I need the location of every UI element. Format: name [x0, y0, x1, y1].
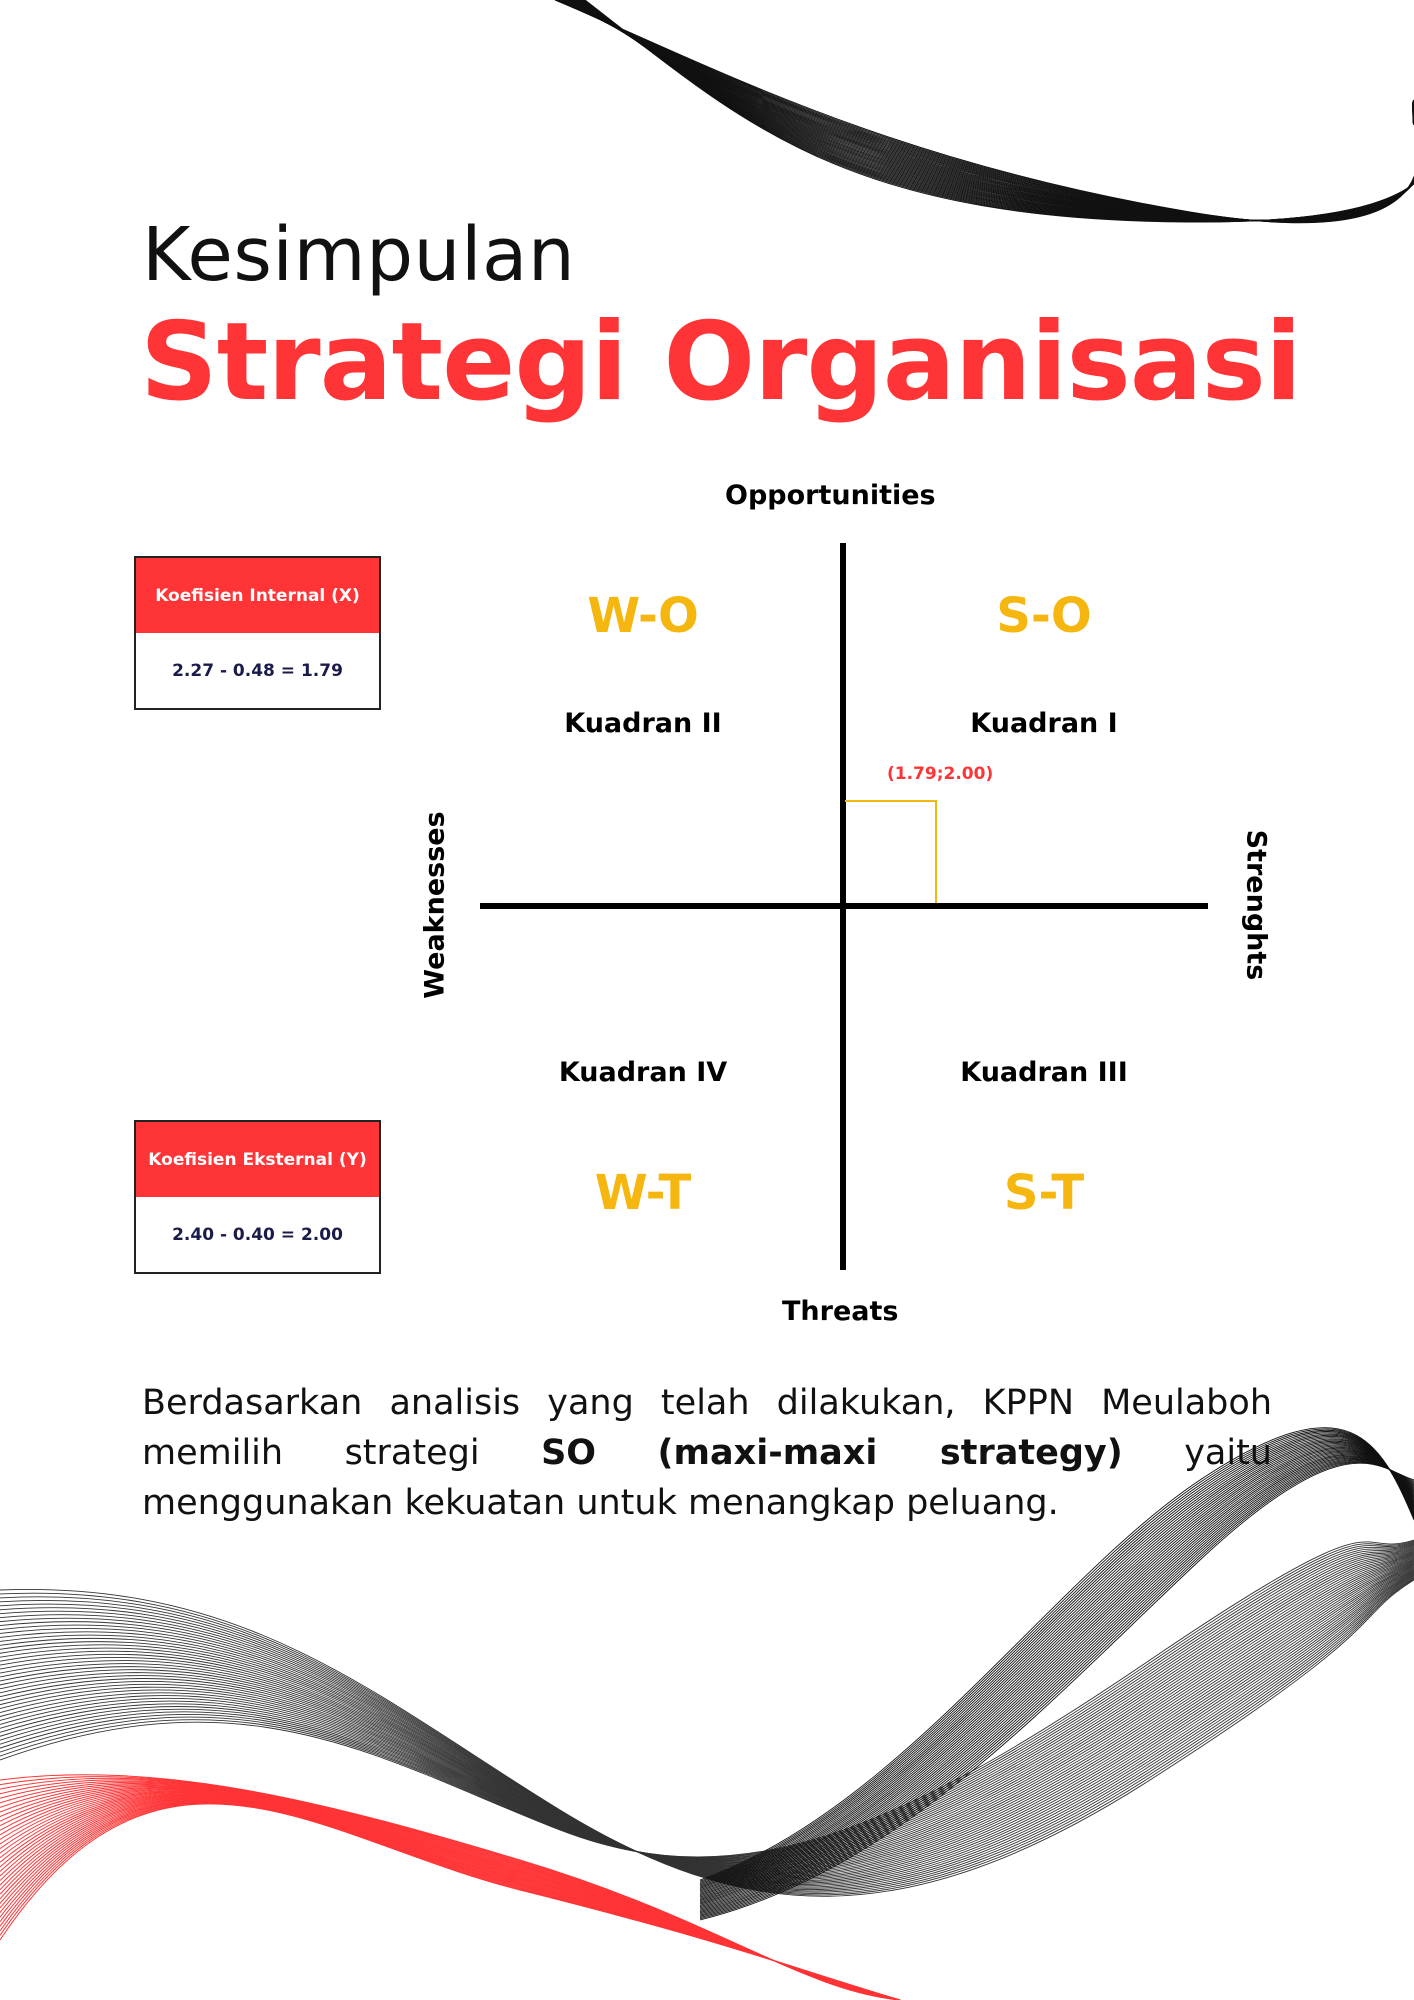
wave-line [0, 1547, 1414, 1861]
wave-line [566, 0, 1414, 221]
wave-line [0, 1796, 900, 2000]
wave-line [585, 0, 1414, 222]
wave-line [0, 1793, 900, 2000]
wave-line [0, 1546, 1414, 1860]
wave-line [0, 1565, 1414, 1877]
wave-line [581, 0, 1414, 221]
axis-label-weaknesses: Weaknesses [419, 811, 451, 999]
wave-line [570, 0, 1414, 220]
wave-line [560, 0, 1414, 222]
wave-line [0, 1547, 1414, 1861]
wave-line [0, 1571, 1414, 1884]
wave-line [557, 0, 1414, 222]
wave-line [0, 1553, 1414, 1865]
wave-line [0, 1784, 900, 2000]
wave-line [0, 1789, 900, 2000]
conclusion-strategy-code: SO [541, 1433, 597, 1473]
wave-line [569, 0, 1414, 221]
wave-line [573, 0, 1414, 220]
quadrant-name-1: Kuadran I [970, 708, 1118, 739]
wave-line [0, 1795, 900, 2000]
internal-coefficient-label: Koefisien Internal (X) [136, 558, 379, 633]
wave-line [555, 0, 1414, 223]
wave-line [0, 1564, 1414, 1876]
wave-line [0, 1556, 1414, 1868]
conclusion-text-part1: Berdasarkan analisis yang telah dilakukan, KPPN Meulaboh memilih strategi [142, 1383, 1272, 1473]
wave-line [0, 1782, 900, 2000]
axis-label-threats: Threats [782, 1296, 899, 1327]
external-coefficient-value: 2.40 - 0.40 = 2.00 [172, 1224, 343, 1245]
wave-line [0, 1780, 900, 2000]
wave-line [573, 0, 1414, 220]
wave-line [0, 1798, 900, 2000]
wave-line [0, 1576, 1414, 1891]
axis-label-opportunities: Opportunities [725, 480, 936, 511]
wave-line [0, 1549, 1414, 1862]
wave-line [0, 1578, 1414, 1893]
wave-line [0, 1775, 900, 2000]
wave-line [0, 1548, 1414, 1861]
wave-line [564, 0, 1414, 221]
wave-line [0, 1558, 1414, 1870]
wave-line [580, 0, 1414, 221]
conclusion-strategy-name: (maxi-maxi strategy) [657, 1433, 1123, 1473]
quadrant-name-4: Kuadran IV [558, 1057, 728, 1088]
wave-line [0, 1554, 1414, 1866]
wave-line [0, 1793, 900, 2000]
wave-line [0, 1557, 1414, 1869]
wave-line [560, 0, 1414, 222]
wave-line [578, 0, 1414, 221]
wave-line [0, 1797, 900, 2000]
wave-line [0, 1804, 900, 2000]
coordinate-point-guide [845, 801, 936, 903]
wave-line [700, 1460, 1414, 1915]
wave-line [0, 1803, 900, 2000]
wave-line [0, 1799, 900, 2000]
wave-line [563, 0, 1414, 221]
wave-line [0, 1802, 900, 2000]
wave-line [584, 0, 1414, 222]
wave-line [0, 1560, 1414, 1871]
wave-line [0, 1572, 1414, 1885]
wave-line [0, 1787, 900, 2000]
wave-line [700, 1461, 1414, 1917]
conclusion-text-part2: yaitu menggunakan kekuatan untuk menangkap peluang. [142, 1433, 1272, 1523]
wave-line [0, 1551, 1414, 1864]
wave-line [0, 1781, 900, 2000]
axis-label-strengths: Strenghts [1240, 829, 1272, 981]
wave-line [0, 1575, 1414, 1889]
wave-line [0, 1540, 1414, 1857]
wave-line [559, 0, 1414, 222]
wave-line [0, 1545, 1414, 1860]
wave-line [0, 1792, 900, 2000]
wave-line [562, 0, 1414, 221]
wave-line [0, 1791, 900, 2000]
wave-line [583, 0, 1414, 221]
wave-line [577, 0, 1414, 221]
wave-line [0, 1567, 1414, 1879]
wave-line [579, 0, 1414, 221]
wave-line [0, 1797, 900, 2000]
internal-coefficient-box [134, 556, 381, 710]
wave-line [0, 1580, 1414, 1896]
wave-line [0, 1799, 900, 2000]
wave-line [0, 1801, 900, 2000]
wave-line [567, 0, 1414, 221]
wave-line [0, 1568, 1414, 1880]
wave-line [0, 1541, 1414, 1857]
wave-line [0, 1555, 1414, 1867]
wave-line [0, 1577, 1414, 1892]
wave-line [0, 1794, 900, 2000]
quadrant-code-wo: W-O [587, 588, 699, 644]
quadrant-code-so: S-O [996, 588, 1092, 644]
wave-line [577, 0, 1414, 221]
top-wave-lines [555, 0, 1414, 223]
wave-line [0, 1574, 1414, 1888]
wave-line [0, 1563, 1414, 1875]
wave-line [0, 1777, 900, 2000]
wave-line [567, 0, 1414, 221]
wave-line [575, 0, 1414, 220]
wave-line [700, 1462, 1414, 1918]
wave-line [0, 1561, 1414, 1872]
wave-line [0, 1562, 1414, 1873]
wave-line [0, 1573, 1414, 1887]
conclusion-paragraph [142, 1378, 1272, 1528]
wave-line [0, 1559, 1414, 1870]
wave-line [0, 1778, 900, 2000]
external-coefficient-box [134, 1120, 381, 1274]
wave-line [0, 1552, 1414, 1864]
wave-line [580, 0, 1414, 221]
wave-line [556, 0, 1414, 223]
wave-line [0, 1786, 900, 2000]
wave-line [571, 0, 1414, 220]
wave-line [0, 1550, 1414, 1863]
wave-line [700, 1463, 1414, 1920]
wave-line [0, 1569, 1414, 1881]
wave-line [0, 1795, 900, 2000]
page-title: Strategi Organisasi [140, 300, 1301, 425]
wave-line [0, 1800, 900, 2000]
wave-line [561, 0, 1414, 221]
page-subtitle: Kesimpulan [142, 212, 576, 298]
wave-line [568, 0, 1414, 221]
bottom-wave-lines-red [0, 1775, 900, 2000]
wave-line [0, 1802, 900, 2000]
wave-line [0, 1573, 1414, 1886]
wave-line [0, 1570, 1414, 1883]
wave-line [0, 1785, 900, 2000]
wave-line [0, 1560, 1414, 1871]
quadrant-name-2: Kuadran II [564, 708, 722, 739]
wave-line [0, 1790, 900, 2000]
wave-line [572, 0, 1414, 220]
wave-line [0, 1783, 900, 2000]
wave-line [557, 0, 1414, 222]
wave-line [563, 0, 1414, 221]
wave-line [0, 1800, 900, 2000]
wave-line [0, 1791, 900, 2000]
wave-line [0, 1788, 900, 2000]
wave-line [0, 1566, 1414, 1878]
quadrant-code-wt: W-T [594, 1165, 692, 1221]
wave-line [700, 1462, 1414, 1918]
internal-coefficient-value: 2.27 - 0.48 = 1.79 [172, 660, 343, 681]
wave-line [574, 0, 1414, 220]
coordinate-point-label: (1.79;2.00) [887, 764, 994, 784]
wave-line [0, 1803, 900, 2000]
quadrant-name-3: Kuadran III [960, 1057, 1128, 1088]
wave-line [558, 0, 1414, 222]
bottom-wave-lines-gray [0, 1540, 1414, 1896]
wave-line [0, 1544, 1414, 1859]
wave-line [0, 1542, 1414, 1858]
wave-line [0, 1543, 1414, 1859]
wave-line [583, 0, 1414, 222]
wave-line [582, 0, 1414, 221]
wave-line [565, 0, 1414, 221]
quadrant-code-st: S-T [1003, 1165, 1085, 1221]
wave-line [570, 0, 1414, 221]
external-coefficient-label: Koefisien Eksternal (Y) [136, 1122, 379, 1197]
wave-line [0, 1579, 1414, 1895]
wave-line [576, 0, 1414, 220]
